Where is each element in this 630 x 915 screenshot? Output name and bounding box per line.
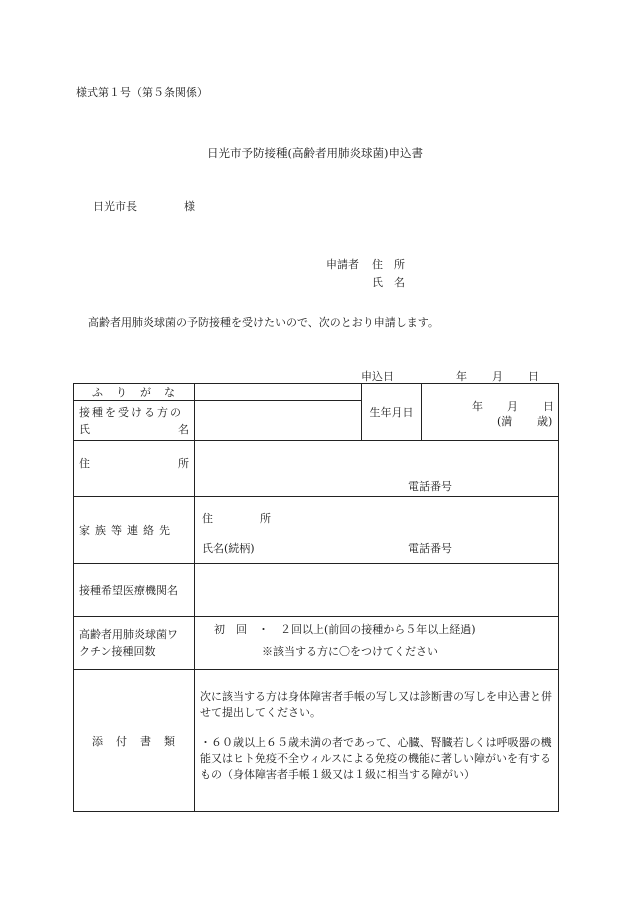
phone-label: 電話番号 [408, 479, 452, 493]
applicant-name-label: 氏 名 [372, 276, 405, 289]
family-contact-input[interactable] [195, 497, 559, 564]
family-name-label: 氏名(続柄) [202, 541, 255, 555]
name-label [74, 401, 195, 441]
address-input[interactable] [195, 441, 559, 497]
form-number: 様式第１号（第５条関係） [76, 86, 208, 99]
application-form-table [73, 383, 559, 812]
attachments-instruction: 次に該当する方は身体障害者手帳の写し又は診断書の写しを申込書と併せて提出してください。 [200, 690, 552, 719]
attachments-text [195, 670, 559, 812]
age-close-label: 歳) [537, 415, 553, 428]
application-date-month: 月 [492, 370, 503, 383]
family-address-sho: 所 [260, 511, 271, 525]
birth-date-field[interactable] [422, 384, 559, 441]
family-contact-label: 家族等連絡先 [74, 497, 195, 564]
name-label-mei: 名 [178, 422, 189, 436]
address-label [74, 441, 195, 497]
count-note-text: ※該当する方に〇をつけてください [262, 644, 438, 658]
address-label-ju: 住 [79, 456, 90, 470]
furigana-label: ふ り が な [74, 384, 195, 401]
attachments-label: 添 付 書 類 [74, 670, 195, 812]
attachments-condition: ・６０歳以上６５歳未満の者であって、心臓、腎臓若しくは呼吸器の機能又はヒト免疫不全ウィルスによる免疫の機能に著しい障がいを有するもの（身体障害者手帳１級又は１級に相当する障がい） [200, 736, 552, 781]
family-phone-label: 電話番号 [408, 541, 452, 555]
name-label-shi: 氏 [79, 422, 90, 436]
age-open-label: (満 [497, 415, 513, 428]
count-options-text[interactable]: 初 回 ・ ２回以上(前回の接種から５年以上経過) [214, 622, 476, 636]
birth-date-label: 生年月日 [362, 384, 422, 441]
name-input[interactable] [195, 401, 362, 441]
vaccination-count-options[interactable] [195, 617, 559, 670]
birth-month-label: 月 [507, 400, 518, 413]
name-label-line1: 接種を受ける方の [79, 405, 183, 419]
vaccination-count-label: 高齢者用肺炎球菌ワ クチン接種回数 [74, 617, 195, 670]
application-date-year: 年 [456, 370, 467, 383]
furigana-input[interactable] [195, 384, 362, 401]
address-label-sho: 所 [178, 456, 189, 470]
page-title: 日光市予防接種(高齢者用肺炎球菌)申込書 [207, 146, 423, 160]
applicant-label: 申請者 [326, 258, 359, 271]
intro-text: 高齢者用肺炎球菌の予防接種を受けたいので、次のとおり申請します。 [88, 316, 439, 329]
application-date-day: 日 [528, 370, 539, 383]
addressee-name: 日光市長 [93, 200, 137, 213]
application-date-label: 申込日 [361, 370, 394, 383]
clinic-input[interactable] [195, 564, 559, 617]
clinic-label: 接種希望医療機関名 [74, 564, 195, 617]
addressee-honorific: 様 [184, 200, 195, 213]
family-address-ju: 住 [202, 511, 213, 525]
birth-year-label: 年 [472, 400, 483, 413]
applicant-address-label: 住 所 [372, 258, 405, 271]
birth-day-label: 日 [543, 400, 554, 413]
